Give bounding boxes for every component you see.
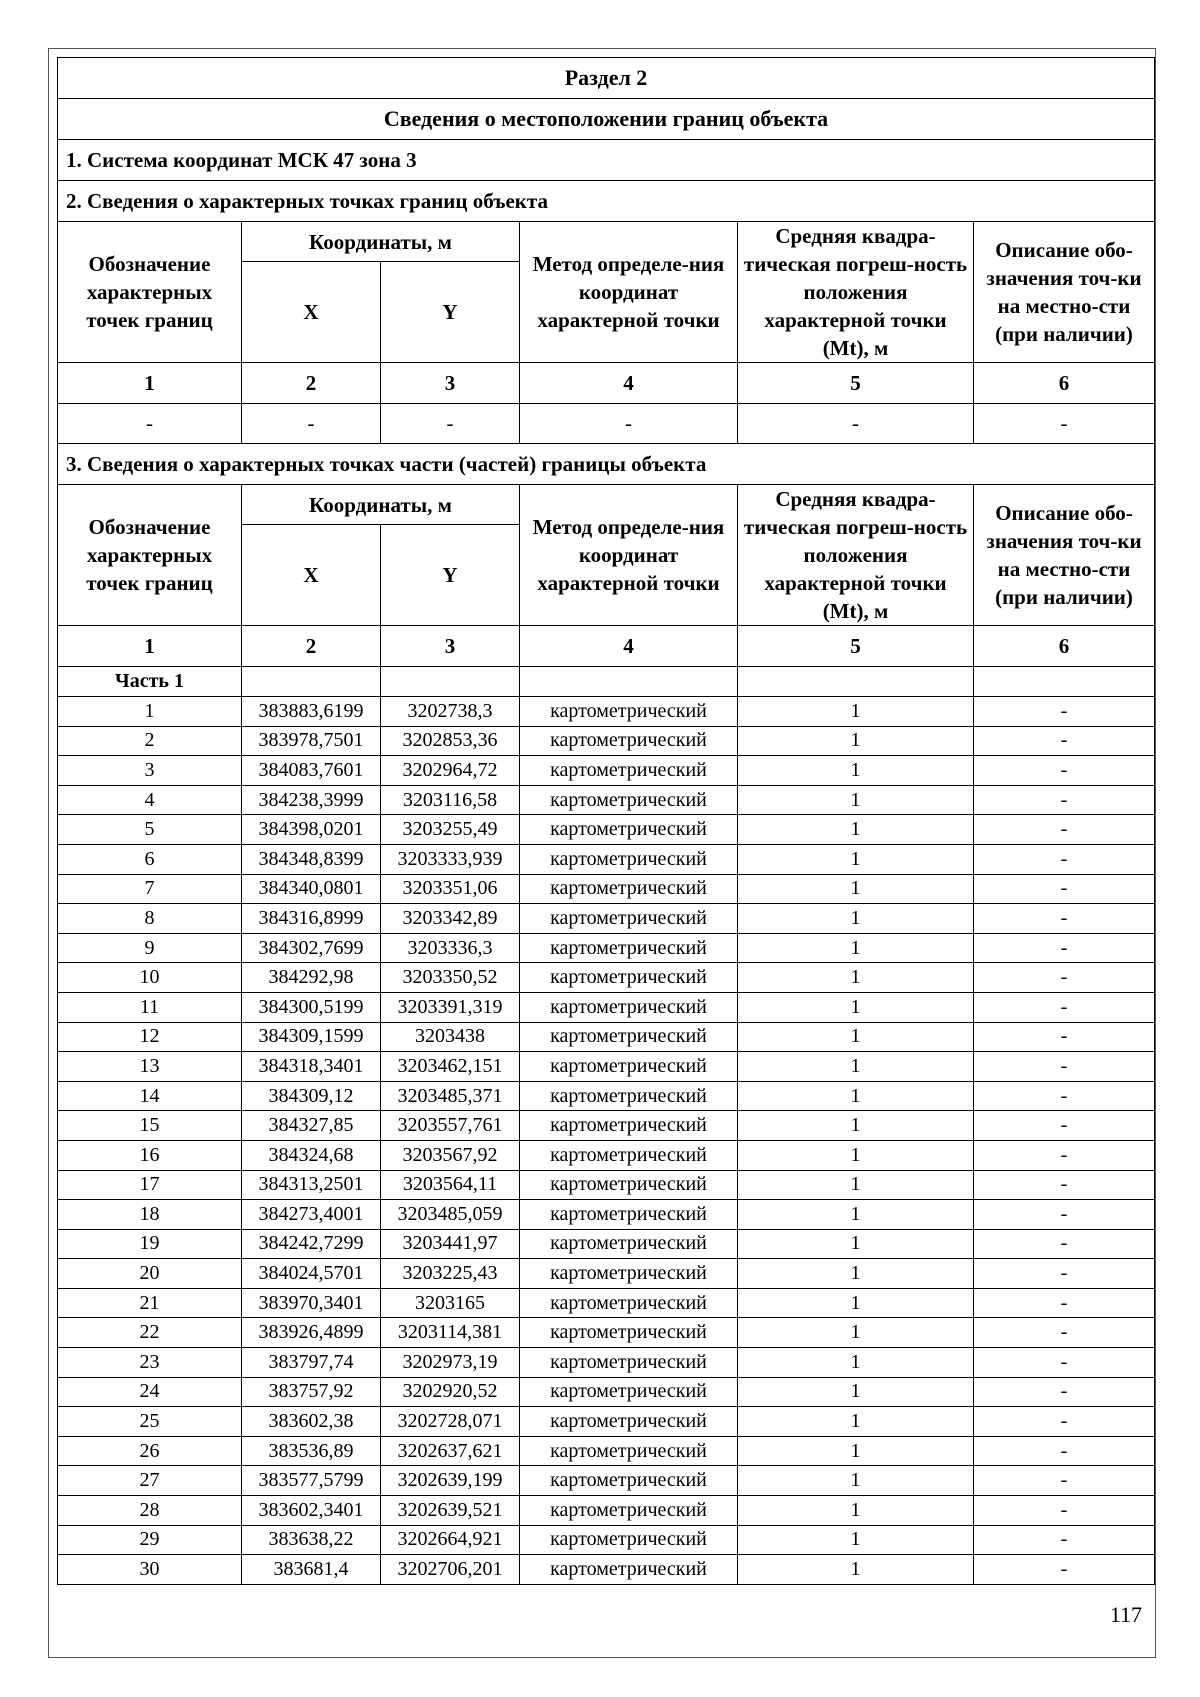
point-rows	[58, 697, 1155, 1585]
table-row	[58, 785, 1155, 815]
coord-x: 384327,85	[242, 1111, 381, 1141]
point-number: 7	[58, 874, 242, 904]
coord-x: 384292,98	[242, 963, 381, 993]
table-row	[58, 1229, 1155, 1259]
description: -	[974, 726, 1155, 756]
column-number: 3	[381, 363, 520, 404]
empty-cell	[381, 667, 520, 697]
table-row	[58, 697, 1155, 727]
page-number: 117	[1109, 1602, 1142, 1627]
description: -	[974, 992, 1155, 1022]
coord-y: 3202637,621	[381, 1436, 520, 1466]
coord-y: 3203114,381	[381, 1318, 520, 1348]
table-row	[58, 1436, 1155, 1466]
empty-cell: -	[381, 404, 520, 444]
method: картометрический	[520, 1377, 738, 1407]
coord-y: 3202853,36	[381, 726, 520, 756]
point-number: 20	[58, 1259, 242, 1289]
error-mt: 1	[738, 1081, 974, 1111]
coord-y: 3202738,3	[381, 697, 520, 727]
error-mt: 1	[738, 785, 974, 815]
coord-x: 384318,3401	[242, 1052, 381, 1082]
empty-cell: -	[242, 404, 381, 444]
method: картометрический	[520, 992, 738, 1022]
description: -	[974, 1496, 1155, 1526]
coord-y: 3202639,199	[381, 1466, 520, 1496]
column-number: 5	[738, 626, 974, 667]
point-number: 14	[58, 1081, 242, 1111]
coord-y: 3203485,371	[381, 1081, 520, 1111]
column-numbers-row	[58, 626, 1155, 667]
section-title: Раздел 2	[58, 58, 1155, 99]
header-x: X	[242, 262, 381, 363]
section3-heading: 3. Сведения о характерных точках части (частей) границы объекта	[58, 444, 1155, 485]
description: -	[974, 1348, 1155, 1378]
coord-x: 384340,0801	[242, 874, 381, 904]
point-number: 29	[58, 1525, 242, 1555]
error-mt: 1	[738, 1229, 974, 1259]
coord-x: 383638,22	[242, 1525, 381, 1555]
error-mt: 1	[738, 1111, 974, 1141]
boundary-table	[57, 57, 1155, 1585]
coord-y: 3203336,3	[381, 933, 520, 963]
header-error: Средняя квадра-тическая погреш-ность положения характерной точки (Mt), м	[738, 222, 974, 363]
empty-cell	[520, 667, 738, 697]
column-number: 6	[974, 626, 1155, 667]
error-mt: 1	[738, 1288, 974, 1318]
coord-x: 384300,5199	[242, 992, 381, 1022]
method: картометрический	[520, 1111, 738, 1141]
table-row	[58, 1348, 1155, 1378]
error-mt: 1	[738, 1200, 974, 1230]
header-method: Метод определе-ния координат характерной точки	[520, 222, 738, 363]
coord-x: 383577,5799	[242, 1466, 381, 1496]
description: -	[974, 933, 1155, 963]
description: -	[974, 1555, 1155, 1585]
coord-x: 384324,68	[242, 1140, 381, 1170]
empty-cell: -	[738, 404, 974, 444]
point-number: 12	[58, 1022, 242, 1052]
point-number: 21	[58, 1288, 242, 1318]
coord-x: 384398,0201	[242, 815, 381, 845]
error-mt: 1	[738, 1555, 974, 1585]
description: -	[974, 1377, 1155, 1407]
point-number: 23	[58, 1348, 242, 1378]
coord-y: 3203255,49	[381, 815, 520, 845]
section2-heading: 2. Сведения о характерных точках границ объекта	[58, 181, 1155, 222]
header-description: Описание обо-значения точ-ки на местно-сти (при наличии)	[974, 222, 1155, 363]
point-number: 19	[58, 1229, 242, 1259]
column-number: 3	[381, 626, 520, 667]
description: -	[974, 1052, 1155, 1082]
point-number: 8	[58, 904, 242, 934]
table-row	[58, 1022, 1155, 1052]
method: картометрический	[520, 1140, 738, 1170]
empty-cell: -	[58, 404, 242, 444]
coord-y: 3202728,071	[381, 1407, 520, 1437]
point-number: 10	[58, 963, 242, 993]
error-mt: 1	[738, 815, 974, 845]
coord-x: 384083,7601	[242, 756, 381, 786]
method: картометрический	[520, 1496, 738, 1526]
error-mt: 1	[738, 1318, 974, 1348]
coord-y: 3203441,97	[381, 1229, 520, 1259]
table-row	[58, 1318, 1155, 1348]
point-number: 22	[58, 1318, 242, 1348]
coord-system: 1. Система координат МСК 47 зона 3	[58, 140, 1155, 181]
error-mt: 1	[738, 874, 974, 904]
coord-y: 3202964,72	[381, 756, 520, 786]
coord-x: 384316,8999	[242, 904, 381, 934]
error-mt: 1	[738, 1436, 974, 1466]
coord-y: 3202973,19	[381, 1348, 520, 1378]
point-number: 27	[58, 1466, 242, 1496]
error-mt: 1	[738, 844, 974, 874]
empty-cell	[974, 667, 1155, 697]
coord-y: 3203351,06	[381, 874, 520, 904]
point-number: 25	[58, 1407, 242, 1437]
point-number: 18	[58, 1200, 242, 1230]
point-number: 13	[58, 1052, 242, 1082]
column-number: 2	[242, 363, 381, 404]
coord-y: 3203557,761	[381, 1111, 520, 1141]
method: картометрический	[520, 1170, 738, 1200]
method: картометрический	[520, 1288, 738, 1318]
coord-y: 3203567,92	[381, 1140, 520, 1170]
table-row	[58, 874, 1155, 904]
header-designation: Обозначение характерных точек границ	[58, 485, 242, 626]
error-mt: 1	[738, 992, 974, 1022]
method: картометрический	[520, 1436, 738, 1466]
description: -	[974, 756, 1155, 786]
coord-y: 3203564,11	[381, 1170, 520, 1200]
column-numbers-row	[58, 363, 1155, 404]
coord-y: 3202706,201	[381, 1555, 520, 1585]
point-number: 24	[58, 1377, 242, 1407]
coord-x: 384238,3999	[242, 785, 381, 815]
method: картометрический	[520, 756, 738, 786]
table-row	[58, 1052, 1155, 1082]
point-number: 4	[58, 785, 242, 815]
method: картометрический	[520, 904, 738, 934]
method: картометрический	[520, 1259, 738, 1289]
coord-y: 3203116,58	[381, 785, 520, 815]
description: -	[974, 1466, 1155, 1496]
method: картометрический	[520, 1525, 738, 1555]
coord-x: 383536,89	[242, 1436, 381, 1466]
method: картометрический	[520, 1555, 738, 1585]
column-number: 4	[520, 363, 738, 404]
error-mt: 1	[738, 1140, 974, 1170]
error-mt: 1	[738, 904, 974, 934]
point-number: 30	[58, 1555, 242, 1585]
coord-x: 383681,4	[242, 1555, 381, 1585]
coord-y: 3203350,52	[381, 963, 520, 993]
error-mt: 1	[738, 726, 974, 756]
table-row	[58, 992, 1155, 1022]
method: картометрический	[520, 785, 738, 815]
error-mt: 1	[738, 1259, 974, 1289]
description: -	[974, 1229, 1155, 1259]
table-row	[58, 1111, 1155, 1141]
empty-cell: -	[974, 404, 1155, 444]
column-number: 4	[520, 626, 738, 667]
method: картометрический	[520, 815, 738, 845]
coord-y: 3203165	[381, 1288, 520, 1318]
method: картометрический	[520, 1200, 738, 1230]
part-row	[58, 667, 1155, 697]
description: -	[974, 1140, 1155, 1170]
coord-x: 384313,2501	[242, 1170, 381, 1200]
coord-x: 383757,92	[242, 1377, 381, 1407]
point-number: 16	[58, 1140, 242, 1170]
table-row	[58, 1555, 1155, 1585]
method: картометрический	[520, 963, 738, 993]
coord-y: 3203438	[381, 1022, 520, 1052]
coord-y: 3203462,151	[381, 1052, 520, 1082]
description: -	[974, 1525, 1155, 1555]
point-number: 2	[58, 726, 242, 756]
description: -	[974, 1288, 1155, 1318]
error-mt: 1	[738, 697, 974, 727]
coord-x: 383926,4899	[242, 1318, 381, 1348]
error-mt: 1	[738, 1466, 974, 1496]
method: картометрический	[520, 697, 738, 727]
coord-y: 3203391,319	[381, 992, 520, 1022]
table-row	[58, 1496, 1155, 1526]
table-row	[58, 726, 1155, 756]
coord-x: 384273,4001	[242, 1200, 381, 1230]
table-row	[58, 1259, 1155, 1289]
header-designation: Обозначение характерных точек границ	[58, 222, 242, 363]
column-number: 5	[738, 363, 974, 404]
empty-cell	[242, 667, 381, 697]
table-row	[58, 963, 1155, 993]
coord-x: 383883,6199	[242, 697, 381, 727]
description: -	[974, 1407, 1155, 1437]
description: -	[974, 963, 1155, 993]
point-number: 26	[58, 1436, 242, 1466]
method: картометрический	[520, 1022, 738, 1052]
method: картометрический	[520, 933, 738, 963]
description: -	[974, 1436, 1155, 1466]
description: -	[974, 1170, 1155, 1200]
method: картометрический	[520, 1229, 738, 1259]
method: картометрический	[520, 844, 738, 874]
coord-y: 3203485,059	[381, 1200, 520, 1230]
table-row	[58, 1377, 1155, 1407]
header-method: Метод определе-ния координат характерной точки	[520, 485, 738, 626]
description: -	[974, 1022, 1155, 1052]
error-mt: 1	[738, 756, 974, 786]
coord-x: 383978,7501	[242, 726, 381, 756]
method: картометрический	[520, 1081, 738, 1111]
description: -	[974, 1111, 1155, 1141]
coord-x: 383970,3401	[242, 1288, 381, 1318]
method: картометрический	[520, 1466, 738, 1496]
description: -	[974, 1081, 1155, 1111]
table-row	[58, 1200, 1155, 1230]
description: -	[974, 697, 1155, 727]
coord-x: 384242,7299	[242, 1229, 381, 1259]
description: -	[974, 1318, 1155, 1348]
description: -	[974, 874, 1155, 904]
point-number: 17	[58, 1170, 242, 1200]
part-label: Часть 1	[58, 667, 242, 697]
table-row	[58, 756, 1155, 786]
header-y: Y	[381, 525, 520, 626]
point-number: 3	[58, 756, 242, 786]
point-number: 5	[58, 815, 242, 845]
table-row	[58, 1525, 1155, 1555]
error-mt: 1	[738, 1377, 974, 1407]
table-row	[58, 844, 1155, 874]
coord-y: 3202639,521	[381, 1496, 520, 1526]
section-subtitle: Сведения о местоположении границ объекта	[58, 99, 1155, 140]
empty-cell	[738, 667, 974, 697]
table-row	[58, 1081, 1155, 1111]
description: -	[974, 844, 1155, 874]
point-number: 6	[58, 844, 242, 874]
point-number: 28	[58, 1496, 242, 1526]
error-mt: 1	[738, 1496, 974, 1526]
error-mt: 1	[738, 1407, 974, 1437]
table-row	[58, 1288, 1155, 1318]
table-row	[58, 1140, 1155, 1170]
error-mt: 1	[738, 963, 974, 993]
table-row	[58, 1407, 1155, 1437]
header-error: Средняя квадра-тическая погреш-ность положения характерной точки (Mt), м	[738, 485, 974, 626]
error-mt: 1	[738, 1348, 974, 1378]
description: -	[974, 1200, 1155, 1230]
description: -	[974, 1259, 1155, 1289]
coord-x: 384302,7699	[242, 933, 381, 963]
coord-y: 3203225,43	[381, 1259, 520, 1289]
table-row	[58, 815, 1155, 845]
column-number: 2	[242, 626, 381, 667]
coord-x: 384309,12	[242, 1081, 381, 1111]
column-number: 1	[58, 363, 242, 404]
header-y: Y	[381, 262, 520, 363]
table-row	[58, 933, 1155, 963]
empty-cell: -	[520, 404, 738, 444]
method: картометрический	[520, 1318, 738, 1348]
coord-x: 383797,74	[242, 1348, 381, 1378]
error-mt: 1	[738, 1525, 974, 1555]
error-mt: 1	[738, 1170, 974, 1200]
header-coordinates: Координаты, м	[242, 222, 520, 262]
point-number: 9	[58, 933, 242, 963]
coord-y: 3203342,89	[381, 904, 520, 934]
header-x: X	[242, 525, 381, 626]
header-description: Описание обо-значения точ-ки на местно-сти (при наличии)	[974, 485, 1155, 626]
point-number: 15	[58, 1111, 242, 1141]
column-number: 6	[974, 363, 1155, 404]
table-row	[58, 904, 1155, 934]
description: -	[974, 785, 1155, 815]
error-mt: 1	[738, 1022, 974, 1052]
description: -	[974, 904, 1155, 934]
column-number: 1	[58, 626, 242, 667]
method: картометрический	[520, 1348, 738, 1378]
coord-x: 384348,8399	[242, 844, 381, 874]
header-coordinates: Координаты, м	[242, 485, 520, 525]
method: картометрический	[520, 1407, 738, 1437]
point-number: 11	[58, 992, 242, 1022]
method: картометрический	[520, 1052, 738, 1082]
error-mt: 1	[738, 1052, 974, 1082]
table-row	[58, 1466, 1155, 1496]
coord-y: 3203333,939	[381, 844, 520, 874]
method: картометрический	[520, 874, 738, 904]
coord-y: 3202920,52	[381, 1377, 520, 1407]
coord-x: 383602,38	[242, 1407, 381, 1437]
table-row	[58, 1170, 1155, 1200]
coord-x: 384309,1599	[242, 1022, 381, 1052]
empty-row	[58, 404, 1155, 444]
method: картометрический	[520, 726, 738, 756]
error-mt: 1	[738, 933, 974, 963]
point-number: 1	[58, 697, 242, 727]
coord-x: 384024,5701	[242, 1259, 381, 1289]
coord-y: 3202664,921	[381, 1525, 520, 1555]
coord-x: 383602,3401	[242, 1496, 381, 1526]
description: -	[974, 815, 1155, 845]
